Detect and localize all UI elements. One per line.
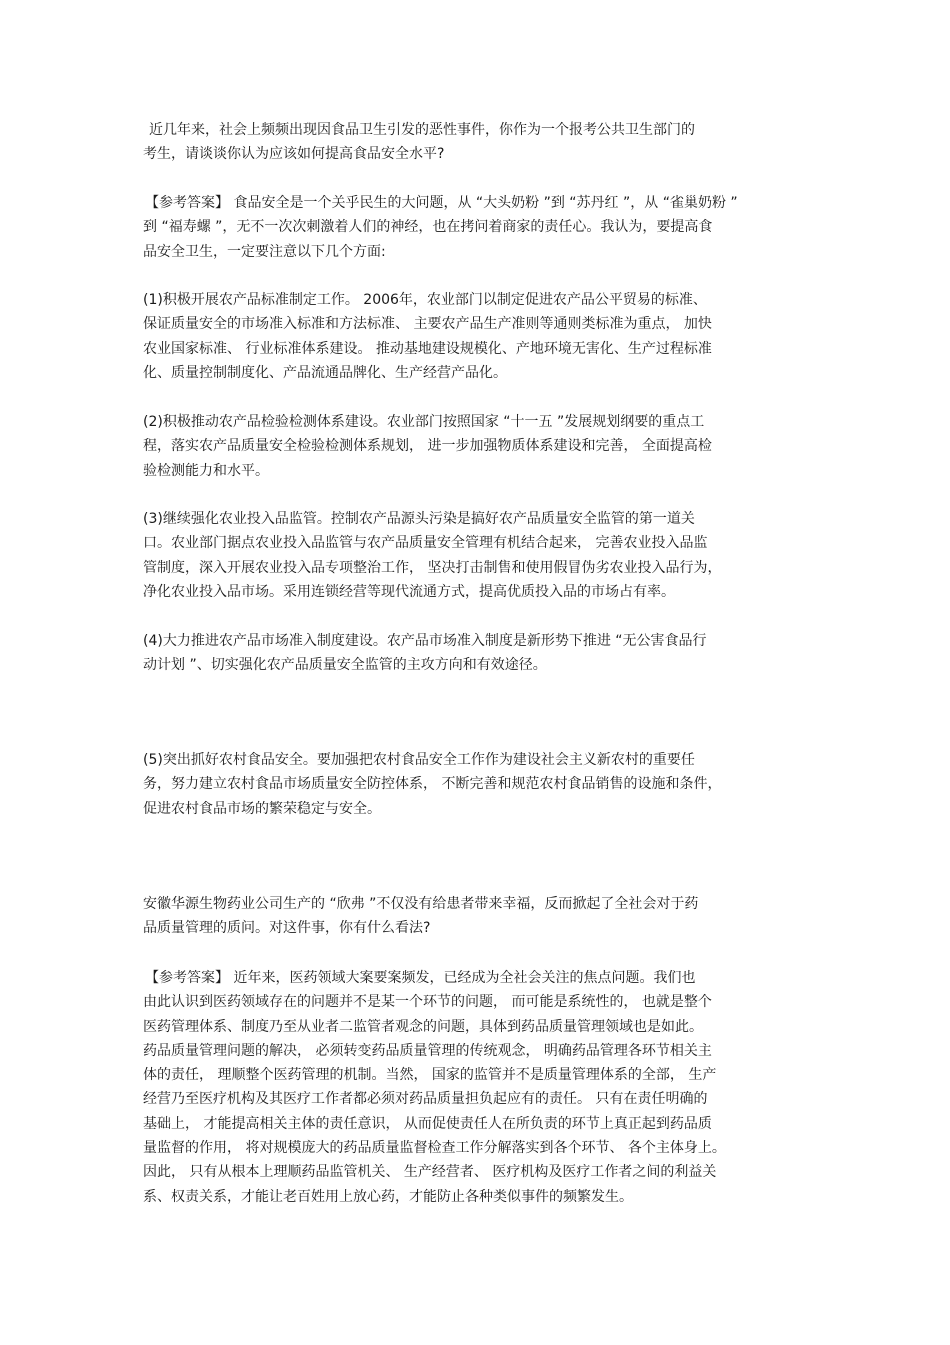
text-line: 安徽华源生物药业公司生产的 “欣弗 ”不仅没有给患者带来幸福，反而掀起了全社会对于药 [143,896,699,912]
text-line: 因此， 只有从根本上理顺药品监管机关、 生产经营者、 医疗机构及医疗工作者之间的利益关 [143,1164,717,1181]
text-line: 动计划 ”、切实强化农产品质量安全监管的主攻方向和有效途径。 [143,657,547,674]
text-line: 考生，请谈谈你认为应该如何提高食品安全水平? [143,146,445,163]
text-line: 近几年来，社会上频频出现因食品卫生引发的恶性事件，你作为一个报考公共卫生部门的 [149,122,695,138]
text-line: 基础上， 才能提高相关主体的责任意识， 从而促使责任人在所负责的环节上真正起到药品质 [143,1115,712,1132]
point-4 [143,629,813,678]
text-line: 口。农业部门据点农业投入品监管与农产品质量安全管理有机结合起来， 完善农业投入品监 [143,535,708,552]
text-line: 管制度，深入开展农业投入品专项整治工作， 坚决打击制售和使用假冒伪劣农业投入品行为， [143,559,722,576]
point-5 [143,748,813,821]
text-line: 系、权责关系，才能让老百姓用上放心药，才能防止各种类似事件的频繁发生。 [143,1188,633,1205]
text-line: 农业国家标准、 行业标准体系建设。 推动基地建设规模化、产地环境无害化、生产过程标准 [143,340,712,357]
text-line: 到 “福寿螺 ”，无不一次次刺激着人们的神经，也在拷问着商家的责任心。我认为，要提高食 [143,219,713,236]
text-line: (4)大力推进农产品市场准入制度建设。农产品市场准入制度是新形势下推进 “无公害食品行 [143,633,707,649]
text-line: (5)突出抓好农村食品安全。要加强把农村食品安全工作作为建设社会主义新农村的重要任 [143,752,695,768]
question-1 [143,118,813,167]
text-line: 经营乃至医疗机构及其医疗工作者都必须对药品质量担负起应有的责任。 只有在责任明确的 [143,1091,708,1108]
text-line: 保证质量安全的市场准入标准和方法标准、 主要农产品生产准则等通则类标准为重点， 加快 [143,316,712,333]
text-line: 由此认识到医药领域存在的问题并不是某一个环节的问题， 而可能是系统性的， 也就是整个 [143,994,712,1011]
answer-2 [143,966,813,1209]
text-line: (2)积极推动农产品检验检测体系建设。农业部门按照国家 “十一五 ”发展规划纲要的重点工 [143,414,705,430]
text-line: 净化农业投入品市场。采用连锁经营等现代流通方式，提高优质投入品的市场占有率。 [143,583,675,600]
text-line: 化、质量控制制度化、产品流通品牌化、生产经营产品化。 [143,364,507,381]
text-line: 【参考答案】 近年来，医药领域大案要案频发，已经成为全社会关注的焦点问题。我们也 [145,970,696,986]
text-line: 量监督的作用， 将对规模庞大的药品质量监督检查工作分解落实到各个环节、 各个主体身上。 [143,1140,726,1157]
point-2 [143,410,813,483]
question-2 [143,892,813,941]
text-line: 【参考答案】 食品安全是一个关乎民生的大问题，从 “大头奶粉 ”到 “苏丹红 ”，从 “雀巢奶粉 ” [145,195,738,211]
text-line: 药品质量管理问题的解决， 必须转变药品质量管理的传统观念， 明确药品管理各环节相关主 [143,1042,712,1059]
text-line: (1)积极开展农产品标准制定工作。 2006年，农业部门以制定促进农产品公平贸易的标准、 [143,292,707,308]
answer-1-intro [143,191,813,264]
text-line: 品安全卫生，一定要注意以下几个方面: [143,243,386,260]
text-line: (3)继续强化农业投入品监管。控制农产品源头污染是搞好农产品质量安全监管的第一道关 [143,511,695,527]
text-line: 医药管理体系、制度乃至从业者二监管者观念的问题，具体到药品质量管理领域也是如此。 [143,1018,703,1035]
text-line: 促进农村食品市场的繁荣稳定与安全。 [143,800,381,817]
text-line: 验检测能力和水平。 [143,462,269,479]
text-line: 务，努力建立农村食品市场质量安全防控体系， 不断完善和规范农村食品销售的设施和条件， [143,776,722,793]
text-line: 体的责任， 理顺整个医药管理的机制。当然， 国家的监管并不是质量管理体系的全部， 生产 [143,1067,717,1084]
point-1 [143,288,813,385]
text-line: 品质量管理的质问。对这件事，你有什么看法? [143,920,431,937]
text-line: 程，落实农产品质量安全检验检测体系规划， 进一步加强物质体系建设和完善， 全面提高检 [143,438,712,455]
point-3 [143,507,813,604]
